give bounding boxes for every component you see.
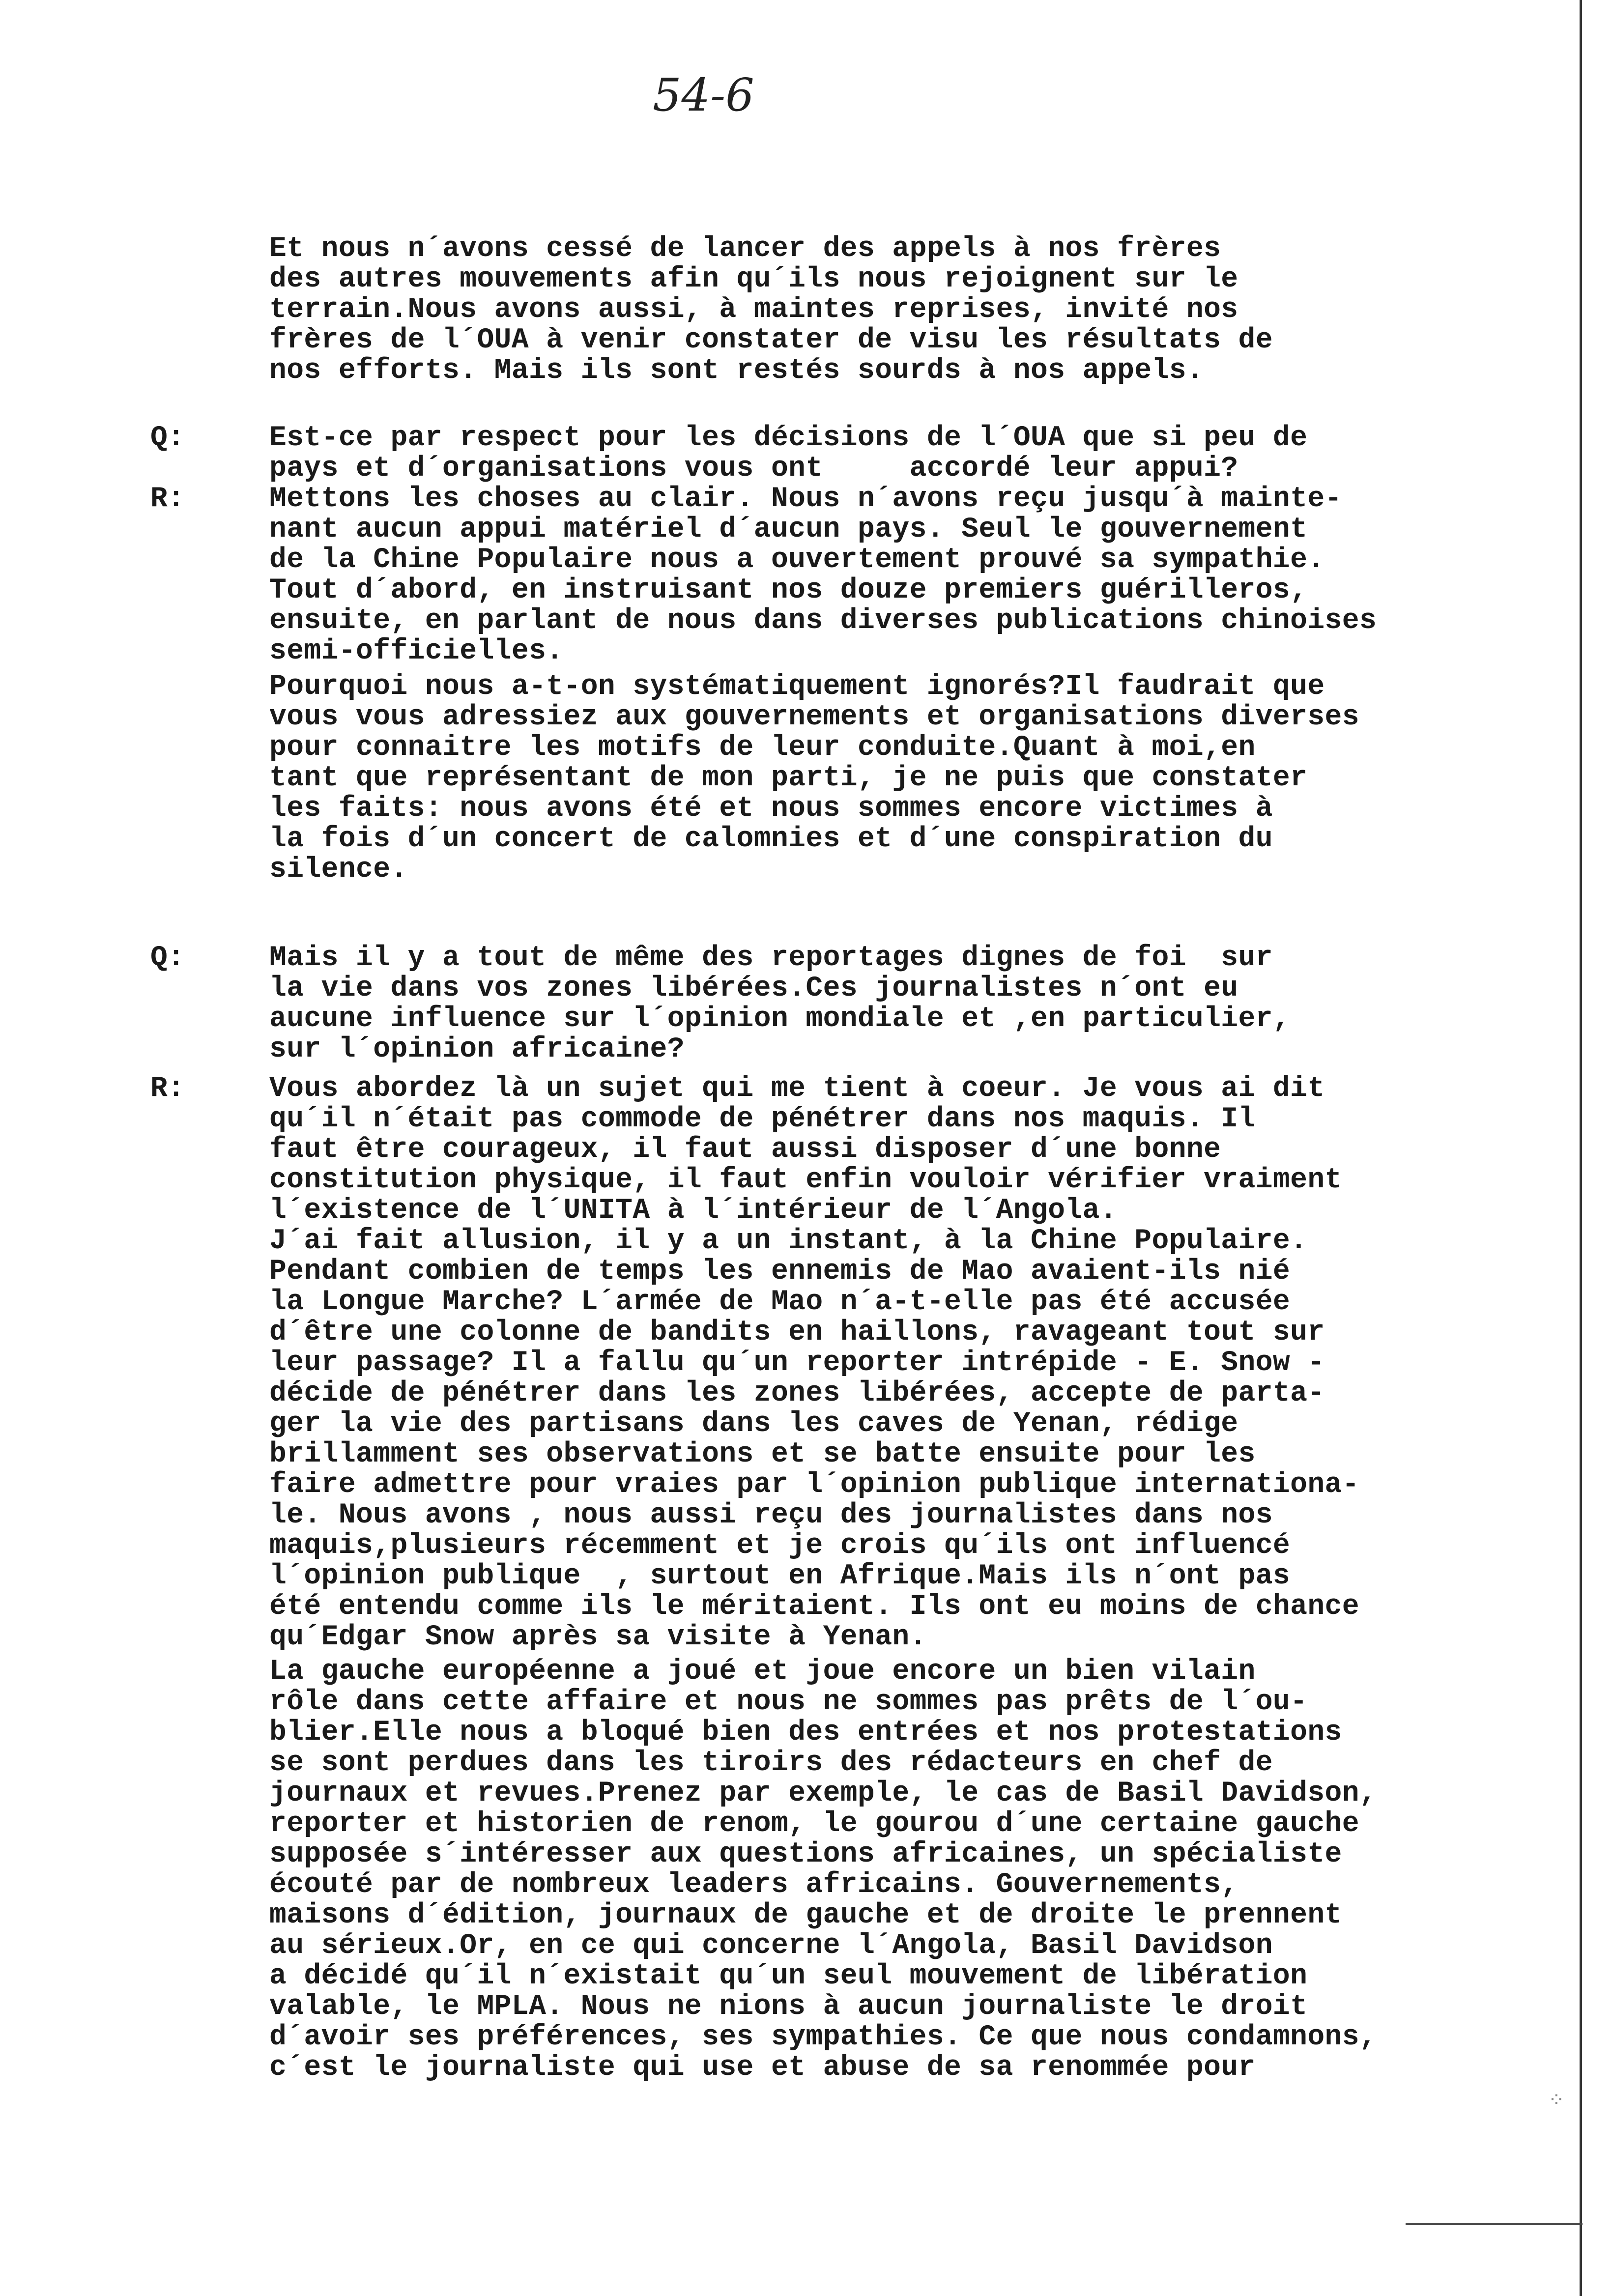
text-line: d´être une colonne de bandits en haillons, ravageant tout sur — [269, 1317, 1325, 1349]
text-line: leur passage? Il a fallu qu´un reporter intrépide - E. Snow - — [269, 1347, 1325, 1379]
text-line: Pourquoi nous a-t-on systématiquement ignorés?Il faudrait que — [269, 671, 1325, 703]
text-line: faut être courageux, il faut aussi disposer d´une bonne — [269, 1134, 1221, 1166]
text-line: reporter et historien de renom, le gourou d´une certaine gauche — [269, 1808, 1359, 1840]
text-line: d´avoir ses préférences, ses sympathies. Ce que nous condamnons, — [269, 2021, 1377, 2053]
text-line: La gauche européenne a joué et joue encore un bien vilain — [269, 1656, 1256, 1688]
text-line: décide de pénétrer dans les zones libérées, accepte de parta- — [269, 1378, 1325, 1409]
text-line: des autres mouvements afin qu´ils nous rejoignent sur le — [269, 263, 1238, 295]
speaker-q-1: Q: — [150, 422, 185, 454]
text-line: au sérieux.Or, en ce qui concerne l´Angola, Basil Davidson — [269, 1930, 1273, 1962]
text-line: été entendu comme ils le méritaient. Ils ont eu moins de chance — [269, 1591, 1359, 1623]
text-line: ensuite, en parlant de nous dans diverses publications chinoises — [269, 605, 1377, 637]
text-line: pays et d´organisations vous ont accordé leur appui? — [269, 453, 1238, 485]
text-line: nos efforts. Mais ils sont restés sourds à nos appels. — [269, 355, 1204, 387]
text-line: de la Chine Populaire nous a ouvertement prouvé sa sympathie. — [269, 544, 1325, 576]
text-line: a décidé qu´il n´existait qu´un seul mouvement de libération — [269, 1960, 1308, 1992]
text-line: aucune influence sur l´opinion mondiale et ,en particulier, — [269, 1003, 1291, 1035]
text-line: supposée s´intéresser aux questions africaines, un spécialiste — [269, 1838, 1342, 1870]
text-line: le. Nous avons , nous aussi reçu des journalistes dans nos — [269, 1499, 1273, 1531]
text-line: se sont perdues dans les tiroirs des rédacteurs en chef de — [269, 1747, 1273, 1779]
text-line: qu´il n´était pas commode de pénétrer dans nos maquis. Il — [269, 1103, 1256, 1135]
text-line: Mettons les choses au clair. Nous n´avons reçu jusqu´à mainte- — [269, 483, 1342, 515]
text-line: terrain.Nous avons aussi, à maintes reprises, invité nos — [269, 294, 1238, 326]
text-line: écouté par de nombreux leaders africains. Gouvernements, — [269, 1869, 1238, 1901]
text-line: Vous abordez là un sujet qui me tient à coeur. Je vous ai dit — [269, 1073, 1325, 1105]
text-line: maisons d´édition, journaux de gauche et de droite le prennent — [269, 1899, 1342, 1931]
text-line: valable, le MPLA. Nous ne nions à aucun journaliste le droit — [269, 1991, 1308, 2023]
text-line: qu´Edgar Snow après sa visite à Yenan. — [269, 1621, 927, 1653]
text-line: brillamment ses observations et se batte ensuite pour les — [269, 1438, 1256, 1470]
text-line: vous vous adressiez aux gouvernements et organisations diverses — [269, 701, 1359, 733]
speaker-r-2: R: — [150, 1073, 185, 1105]
speaker-q-2: Q: — [150, 942, 185, 974]
text-line: maquis,plusieurs récemment et je crois qu´ils ont influencé — [269, 1530, 1291, 1562]
text-line: silence. — [269, 854, 408, 886]
text-line: la Longue Marche? L´armée de Mao n´a-t-elle pas été accusée — [269, 1286, 1291, 1318]
text-line: frères de l´OUA à venir constater de visu les résultats de — [269, 324, 1273, 356]
text-line: pour connaitre les motifs de leur conduite.Quant à moi,en — [269, 732, 1256, 764]
scan-speck: ⁘ — [1548, 2091, 1565, 2113]
text-line: sur l´opinion africaine? — [269, 1033, 685, 1065]
text-line: l´existence de l´UNITA à l´intérieur de l´Angola. — [269, 1195, 1118, 1227]
text-line: la fois d´un concert de calomnies et d´une conspiration du — [269, 823, 1273, 855]
text-line: Tout d´abord, en instruisant nos douze premiers guérilleros, — [269, 574, 1308, 606]
text-line: la vie dans vos zones libérées.Ces journalistes n´ont eu — [269, 973, 1238, 1004]
text-line: Mais il y a tout de même des reportages dignes de foi sur — [269, 942, 1273, 974]
text-line: constitution physique, il faut enfin vouloir vérifier vraiment — [269, 1164, 1342, 1196]
bottom-rule — [1406, 2223, 1583, 2225]
text-line: rôle dans cette affaire et nous ne sommes pas prêts de l´ou- — [269, 1686, 1308, 1718]
page-number: 54-6 — [653, 69, 754, 121]
text-line: J´ai fait allusion, il y a un instant, à la Chine Populaire. — [269, 1225, 1308, 1257]
text-line: tant que représentant de mon parti, je ne puis que constater — [269, 762, 1308, 794]
text-line: les faits: nous avons été et nous sommes encore victimes à — [269, 793, 1273, 825]
text-line: c´est le journaliste qui use et abuse de sa renommée pour — [269, 2052, 1256, 2084]
text-line: blier.Elle nous a bloqué bien des entrées et nos protestations — [269, 1717, 1342, 1749]
text-line: semi-officielles. — [269, 635, 564, 667]
text-line: Et nous n´avons cessé de lancer des appels à nos frères — [269, 233, 1221, 265]
text-line: Est-ce par respect pour les décisions de l´OUA que si peu de — [269, 422, 1308, 454]
text-line: nant aucun appui matériel d´aucun pays. Seul le gouvernement — [269, 514, 1308, 545]
speaker-r-1: R: — [150, 483, 185, 515]
text-line: ger la vie des partisans dans les caves de Yenan, rédige — [269, 1408, 1238, 1440]
text-line: journaux et revues.Prenez par exemple, le cas de Basil Davidson, — [269, 1778, 1377, 1809]
right-margin-rule — [1580, 0, 1582, 2296]
text-line: faire admettre pour vraies par l´opinion publique internationa- — [269, 1469, 1359, 1501]
text-line: Pendant combien de temps les ennemis de Mao avaient-ils nié — [269, 1256, 1291, 1288]
text-line: l´opinion publique , surtout en Afrique.Mais ils n´ont pas — [269, 1560, 1291, 1592]
